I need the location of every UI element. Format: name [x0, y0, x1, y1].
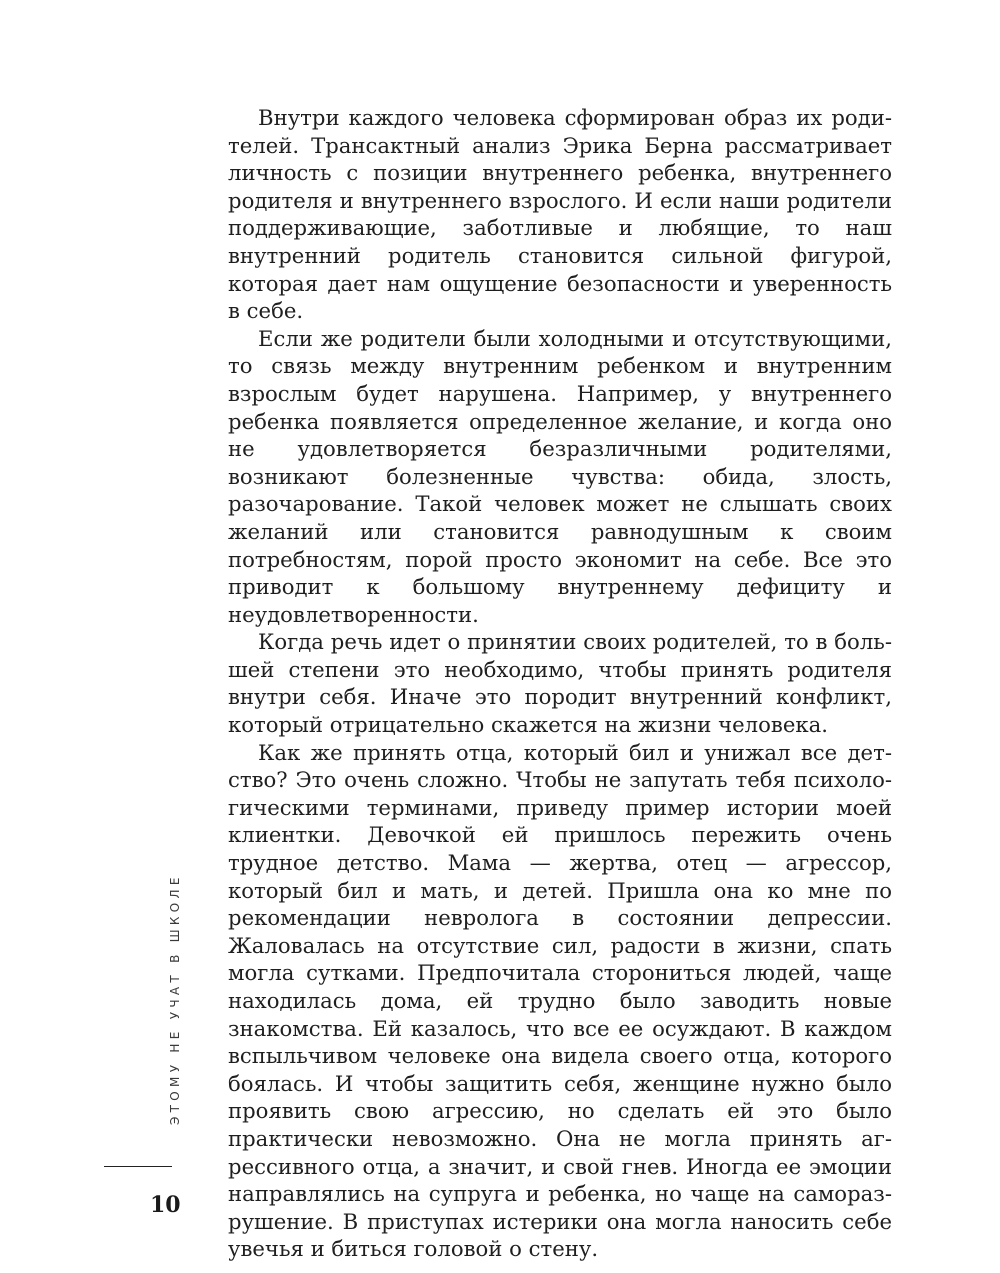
paragraph: Как же принять отца, который бил и унижал все детство? Это очень сложно. Чтобы не запутать тебя психологическими терминами, приведу пример истории моей клиентки. Девочкой ей пришлось пережить очень трудное детство. Мама — жертва, отец — агрессор, который бил и мать, и детей. Пришла она ко мне по рекомендации невролога в состоянии депрессии. Жаловалась на отсутствие сил, радости в жизни, спать могла сутками. Предпочитала сторониться людей, чаще находилась дома, ей трудно было заводить новые знакомства. Ей казалось, что все ее осуждают. В каждом вспыльчивом человеке она видела своего отца, которого боялась. И чтобы защитить себя, женщине нужно было проявить свою агрессию, но сделать ей это было практически невозможно. Она не могла принять агрессивного отца, а значит, и свой гнев. Иногда ее эмоции направлялись на супруга и ребенка, но чаще на саморазрушение. В приступах истерики она могла наносить себе увечья и биться головой о стену. [228, 739, 892, 1262]
running-head: ЭТОМУ НЕ УЧАТ В ШКОЛЕ [168, 873, 182, 1125]
paragraph: Внутри каждого человека сформирован образ их родителей. Трансактный анализ Эрика Берна рассматривает личность с позиции внутреннего ребенка, внутреннего родителя и внутреннего взрослого. И если наши родители поддерживающие, заботливые и любящие, то наш внутренний родитель становится сильной фигурой, которая дает нам ощущение безопасности и уверенность в себе. [228, 105, 892, 324]
body-text [228, 104, 892, 1263]
footer-rule [104, 1166, 172, 1167]
page-number: 10 [150, 1192, 181, 1218]
paragraph: Когда речь идет о принятии своих родителей, то в большей степени это необходимо, чтобы принять родителя внутри себя. Иначе это породит внутренний конфликт, который отрицательно скажется на жизни человека. [228, 629, 892, 738]
paragraph: Если же родители были холодными и отсутствующими, то связь между внутренним ребенком и внутренним взрослым будет нарушена. Например, у внутреннего ребенка появляется определенное желание, и когда оно не удовлетворяется безразличными родителями, возникают болезненные чувства: обида, злость, разочарование. Такой человек может не слышать своих желаний или становится равнодушным к своим потребностям, порой просто экономит на себе. Все это приводит к большому внутреннему дефициту и неудовлетворенности. [228, 325, 892, 627]
